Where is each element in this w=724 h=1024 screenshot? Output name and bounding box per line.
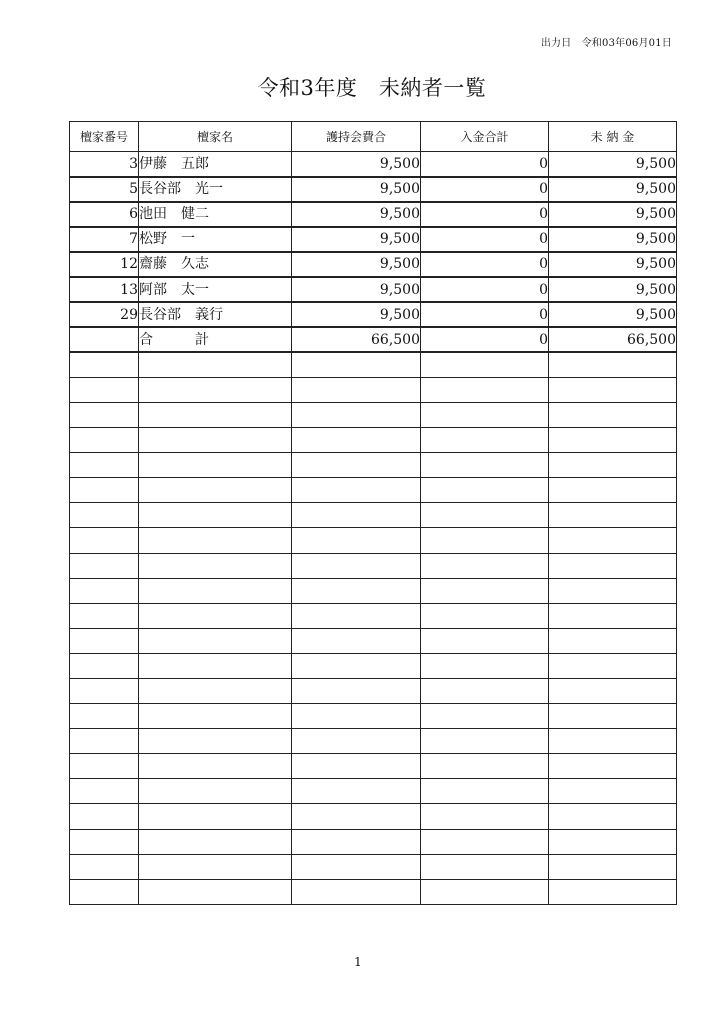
- empty-table-row: [70, 678, 677, 703]
- member-name: 池田 健二: [139, 202, 292, 227]
- empty-cell: [292, 352, 421, 377]
- member-number: 12: [70, 252, 139, 277]
- output-date: 出力日 令和03年06月01日: [540, 38, 672, 49]
- empty-cell: [549, 879, 677, 904]
- table-row: [70, 152, 677, 177]
- paid-amount: 0: [421, 177, 549, 202]
- member-number: 29: [70, 302, 139, 327]
- empty-cell: [139, 854, 292, 879]
- empty-cell: [549, 628, 677, 653]
- empty-table-row: [70, 628, 677, 653]
- empty-cell: [421, 829, 549, 854]
- table-row: [70, 202, 677, 227]
- unpaid-amount: 9,500: [549, 277, 677, 302]
- empty-cell: [139, 653, 292, 678]
- empty-cell: [421, 754, 549, 779]
- empty-cell: [292, 428, 421, 453]
- empty-cell: [292, 528, 421, 553]
- empty-cell: [139, 503, 292, 528]
- empty-table-row: [70, 453, 677, 478]
- empty-cell: [549, 553, 677, 578]
- empty-cell: [549, 704, 677, 729]
- empty-table-row: [70, 653, 677, 678]
- table-header-row: [70, 122, 677, 152]
- empty-table-row: [70, 377, 677, 402]
- empty-cell: [421, 678, 549, 703]
- empty-cell: [292, 578, 421, 603]
- total-paid-amount: 0: [421, 327, 549, 352]
- unpaid-amount: 9,500: [549, 227, 677, 252]
- empty-cell: [292, 829, 421, 854]
- empty-cell: [549, 603, 677, 628]
- paid-amount: 0: [421, 302, 549, 327]
- empty-cell: [70, 503, 139, 528]
- empty-cell: [549, 829, 677, 854]
- empty-cell: [139, 829, 292, 854]
- empty-cell: [139, 428, 292, 453]
- empty-cell: [292, 678, 421, 703]
- empty-cell: [421, 879, 549, 904]
- empty-cell: [139, 729, 292, 754]
- empty-cell: [421, 804, 549, 829]
- empty-cell: [70, 553, 139, 578]
- empty-cell: [421, 377, 549, 402]
- paid-amount: 0: [421, 227, 549, 252]
- empty-cell: [549, 804, 677, 829]
- empty-table-row: [70, 428, 677, 453]
- empty-cell: [549, 453, 677, 478]
- empty-cell: [421, 628, 549, 653]
- empty-cell: [139, 377, 292, 402]
- empty-cell: [70, 428, 139, 453]
- empty-table-row: [70, 754, 677, 779]
- empty-cell: [139, 402, 292, 427]
- total-label: 合 計: [139, 327, 292, 352]
- empty-cell: [549, 653, 677, 678]
- column-header-member-name: 檀家名: [139, 122, 292, 152]
- empty-cell: [70, 453, 139, 478]
- total-row: [70, 327, 677, 352]
- table-row: [70, 227, 677, 252]
- empty-cell: [292, 377, 421, 402]
- empty-cell: [139, 528, 292, 553]
- unpaid-members-table: [69, 121, 677, 905]
- empty-cell: [70, 478, 139, 503]
- empty-cell: [549, 503, 677, 528]
- empty-cell: [549, 754, 677, 779]
- empty-cell: [292, 653, 421, 678]
- fee-amount: 9,500: [292, 227, 421, 252]
- empty-cell: [421, 528, 549, 553]
- empty-cell: [421, 653, 549, 678]
- table-row: [70, 177, 677, 202]
- empty-table-row: [70, 879, 677, 904]
- empty-cell: [549, 678, 677, 703]
- empty-cell: [70, 779, 139, 804]
- column-header-unpaid-amount: 未 納 金: [549, 122, 677, 152]
- empty-cell: [70, 829, 139, 854]
- paid-amount: 0: [421, 252, 549, 277]
- empty-cell: [70, 578, 139, 603]
- total-fee-amount: 66,500: [292, 327, 421, 352]
- empty-cell: [70, 729, 139, 754]
- empty-table-row: [70, 553, 677, 578]
- empty-cell: [549, 428, 677, 453]
- unpaid-amount: 9,500: [549, 152, 677, 177]
- empty-cell: [139, 804, 292, 829]
- empty-cell: [421, 704, 549, 729]
- member-number: 13: [70, 277, 139, 302]
- empty-cell: [421, 402, 549, 427]
- empty-cell: [549, 779, 677, 804]
- empty-cell: [292, 402, 421, 427]
- empty-cell: [70, 704, 139, 729]
- empty-cell: [139, 704, 292, 729]
- empty-cell: [70, 352, 139, 377]
- empty-cell: [139, 603, 292, 628]
- empty-cell: [139, 578, 292, 603]
- empty-cell: [292, 779, 421, 804]
- paid-amount: 0: [421, 202, 549, 227]
- member-name: 齋藤 久志: [139, 252, 292, 277]
- column-header-paid-total: 入金合計: [421, 122, 549, 152]
- total-row-number-cell: [70, 327, 139, 352]
- member-number: 5: [70, 177, 139, 202]
- table-row: [70, 252, 677, 277]
- empty-cell: [421, 478, 549, 503]
- member-number: 3: [70, 152, 139, 177]
- empty-table-row: [70, 528, 677, 553]
- empty-cell: [139, 478, 292, 503]
- empty-cell: [421, 854, 549, 879]
- unpaid-amount: 9,500: [549, 302, 677, 327]
- empty-cell: [70, 879, 139, 904]
- empty-cell: [139, 754, 292, 779]
- empty-cell: [70, 402, 139, 427]
- empty-cell: [139, 352, 292, 377]
- empty-cell: [70, 754, 139, 779]
- member-name: 長谷部 光一: [139, 177, 292, 202]
- paid-amount: 0: [421, 277, 549, 302]
- empty-cell: [292, 704, 421, 729]
- empty-table-row: [70, 779, 677, 804]
- empty-cell: [421, 779, 549, 804]
- empty-cell: [421, 729, 549, 754]
- fee-amount: 9,500: [292, 277, 421, 302]
- empty-cell: [292, 478, 421, 503]
- table-row: [70, 277, 677, 302]
- fee-amount: 9,500: [292, 202, 421, 227]
- empty-cell: [292, 453, 421, 478]
- empty-table-row: [70, 729, 677, 754]
- unpaid-amount: 9,500: [549, 252, 677, 277]
- unpaid-amount: 9,500: [549, 177, 677, 202]
- empty-cell: [421, 603, 549, 628]
- empty-cell: [292, 804, 421, 829]
- total-unpaid-amount: 66,500: [549, 327, 677, 352]
- fee-amount: 9,500: [292, 302, 421, 327]
- member-number: 7: [70, 227, 139, 252]
- table-row: [70, 302, 677, 327]
- empty-cell: [70, 377, 139, 402]
- fee-amount: 9,500: [292, 252, 421, 277]
- empty-cell: [139, 678, 292, 703]
- empty-cell: [549, 478, 677, 503]
- column-header-fee-total: 護持会費合: [292, 122, 421, 152]
- page-number: 1: [354, 955, 362, 969]
- empty-cell: [70, 653, 139, 678]
- member-name: 阿部 太一: [139, 277, 292, 302]
- empty-cell: [549, 377, 677, 402]
- empty-cell: [549, 352, 677, 377]
- empty-table-row: [70, 704, 677, 729]
- unpaid-amount: 9,500: [549, 202, 677, 227]
- empty-cell: [292, 754, 421, 779]
- empty-cell: [70, 678, 139, 703]
- empty-cell: [292, 879, 421, 904]
- empty-table-row: [70, 829, 677, 854]
- empty-table-row: [70, 603, 677, 628]
- empty-table-row: [70, 854, 677, 879]
- empty-cell: [70, 628, 139, 653]
- empty-table-row: [70, 478, 677, 503]
- fee-amount: 9,500: [292, 152, 421, 177]
- empty-cell: [421, 352, 549, 377]
- empty-cell: [549, 578, 677, 603]
- empty-cell: [139, 628, 292, 653]
- empty-cell: [292, 603, 421, 628]
- empty-cell: [70, 854, 139, 879]
- empty-cell: [292, 729, 421, 754]
- empty-cell: [549, 528, 677, 553]
- empty-cell: [292, 854, 421, 879]
- empty-cell: [70, 528, 139, 553]
- empty-cell: [139, 879, 292, 904]
- column-header-member-number: 檀家番号: [70, 122, 139, 152]
- empty-cell: [549, 402, 677, 427]
- paid-amount: 0: [421, 152, 549, 177]
- empty-cell: [421, 578, 549, 603]
- empty-cell: [70, 804, 139, 829]
- empty-cell: [292, 503, 421, 528]
- empty-cell: [70, 603, 139, 628]
- empty-table-row: [70, 352, 677, 377]
- empty-cell: [549, 729, 677, 754]
- empty-cell: [421, 428, 549, 453]
- empty-cell: [421, 503, 549, 528]
- empty-cell: [421, 553, 549, 578]
- page-title: 令和3年度 未納者一覧: [257, 76, 487, 100]
- member-name: 伊藤 五郎: [139, 152, 292, 177]
- empty-cell: [549, 854, 677, 879]
- empty-cell: [139, 553, 292, 578]
- member-number: 6: [70, 202, 139, 227]
- member-name: 長谷部 義行: [139, 302, 292, 327]
- fee-amount: 9,500: [292, 177, 421, 202]
- member-name: 松野 一: [139, 227, 292, 252]
- empty-table-row: [70, 578, 677, 603]
- empty-table-row: [70, 804, 677, 829]
- empty-cell: [139, 453, 292, 478]
- empty-cell: [292, 628, 421, 653]
- empty-cell: [421, 453, 549, 478]
- empty-table-row: [70, 503, 677, 528]
- empty-cell: [292, 553, 421, 578]
- empty-table-row: [70, 402, 677, 427]
- empty-cell: [139, 779, 292, 804]
